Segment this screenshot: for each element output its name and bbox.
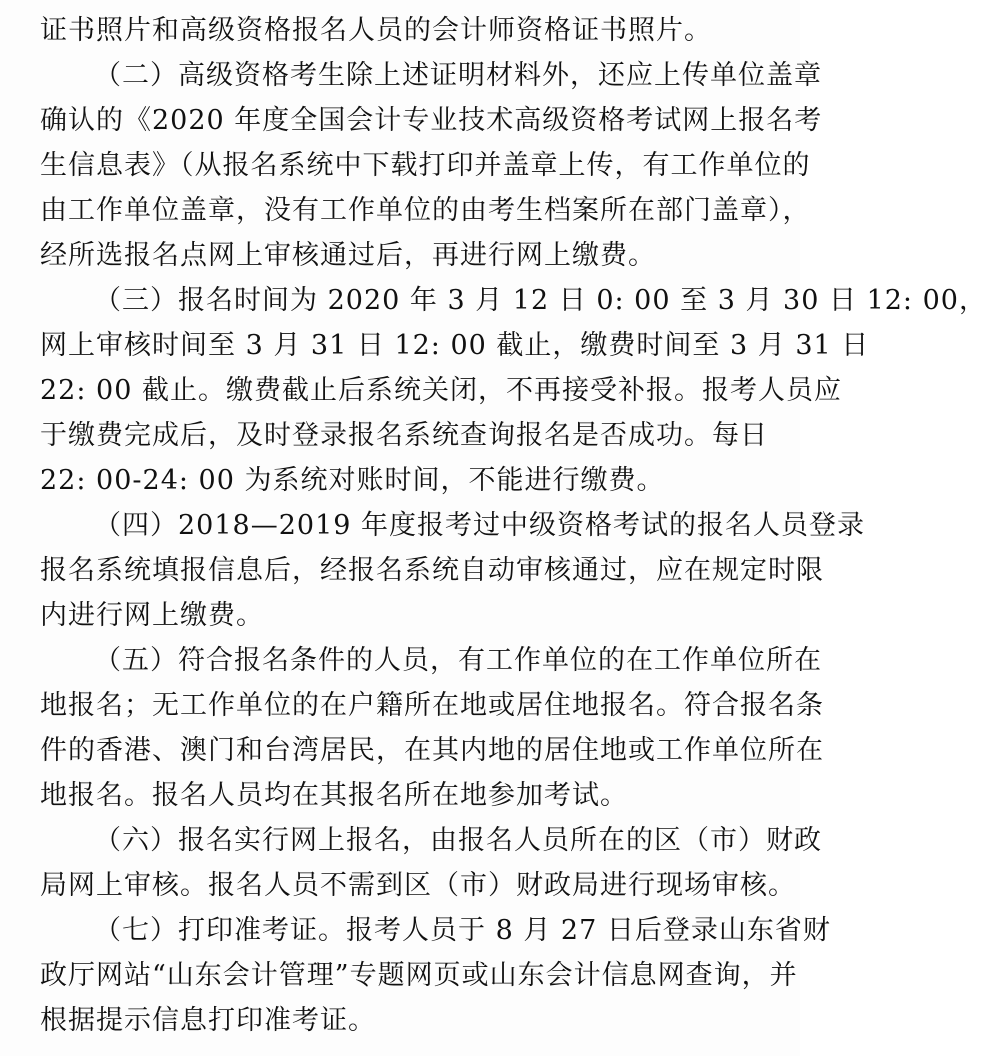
document-body (40, 8, 987, 1043)
paragraph-4 (40, 503, 866, 638)
text-line: 地报名；无工作单位的在户籍所在地或居住地报名。符合报名条 (40, 690, 824, 721)
text-line: （三）报名时间为 2020 年 3 月 12 日 0: 00 至 3 月 30 日 12: 00， (94, 285, 987, 316)
text-line: 确认的《2020 年度全国会计专业技术高级资格考试网上报名考 (40, 105, 823, 136)
text-line: （六）报名实行网上报名，由报名人员所在的区（市）财政 (94, 825, 822, 856)
text-line: 局网上审核。报名人员不需到区（市）财政局进行现场审核。 (40, 870, 796, 901)
text-line: 地报名。报名人员均在其报名所在地参加考试。 (40, 780, 628, 811)
text-line: 生信息表》（从报名系统中下载打印并盖章上传，有工作单位的 (40, 150, 811, 181)
text-line: 政厅网站“山东会计管理”专题网页或山东会计信息网查询，并 (40, 960, 798, 991)
text-line: 经所选报名点网上审核通过后，再进行网上缴费。 (40, 240, 656, 271)
text-line: 报名系统填报信息后，经报名系统自动审核通过，应在规定时限 (40, 555, 824, 586)
text-line: 内进行网上缴费。 (40, 600, 264, 631)
paragraph-6 (40, 818, 822, 908)
text-line: 件的香港、澳门和台湾居民，在其内地的居住地或工作单位所在 (40, 735, 824, 766)
text-line: 22: 00 截止。缴费截止后系统关闭，不再接受补报。报考人员应 (40, 375, 842, 406)
text-line: 网上审核时间至 3 月 31 日 12: 00 截止，缴费时间至 3 月 31 日 (40, 330, 870, 361)
paragraph-5 (40, 638, 824, 818)
text-line: （七）打印准考证。报考人员于 8 月 27 日后登录山东省财 (94, 915, 831, 946)
text-line: 22: 00-24: 00 为系统对账时间，不能进行缴费。 (40, 465, 665, 496)
text-line: 由工作单位盖章，没有工作单位的由考生档案所在部门盖章）， (40, 195, 811, 226)
paragraph-continuation (40, 8, 782, 53)
text-line: 根据提示信息打印准考证。 (40, 1005, 376, 1036)
text-line: 于缴费完成后，及时登录报名系统查询报名是否成功。每日 (40, 420, 768, 451)
paragraph-3 (40, 278, 987, 503)
paragraph-2 (40, 53, 823, 278)
paragraph-7 (40, 908, 831, 1043)
text-line: （五）符合报名条件的人员，有工作单位的在工作单位所在 (94, 645, 822, 676)
text-line: 证书照片和高级资格报名人员的会计师资格证书照片。 (40, 15, 712, 46)
text-line: （二）高级资格考生除上述证明材料外，还应上传单位盖章 (94, 60, 822, 91)
text-line: （四）2018—2019 年度报考过中级资格考试的报名人员登录 (94, 510, 866, 541)
